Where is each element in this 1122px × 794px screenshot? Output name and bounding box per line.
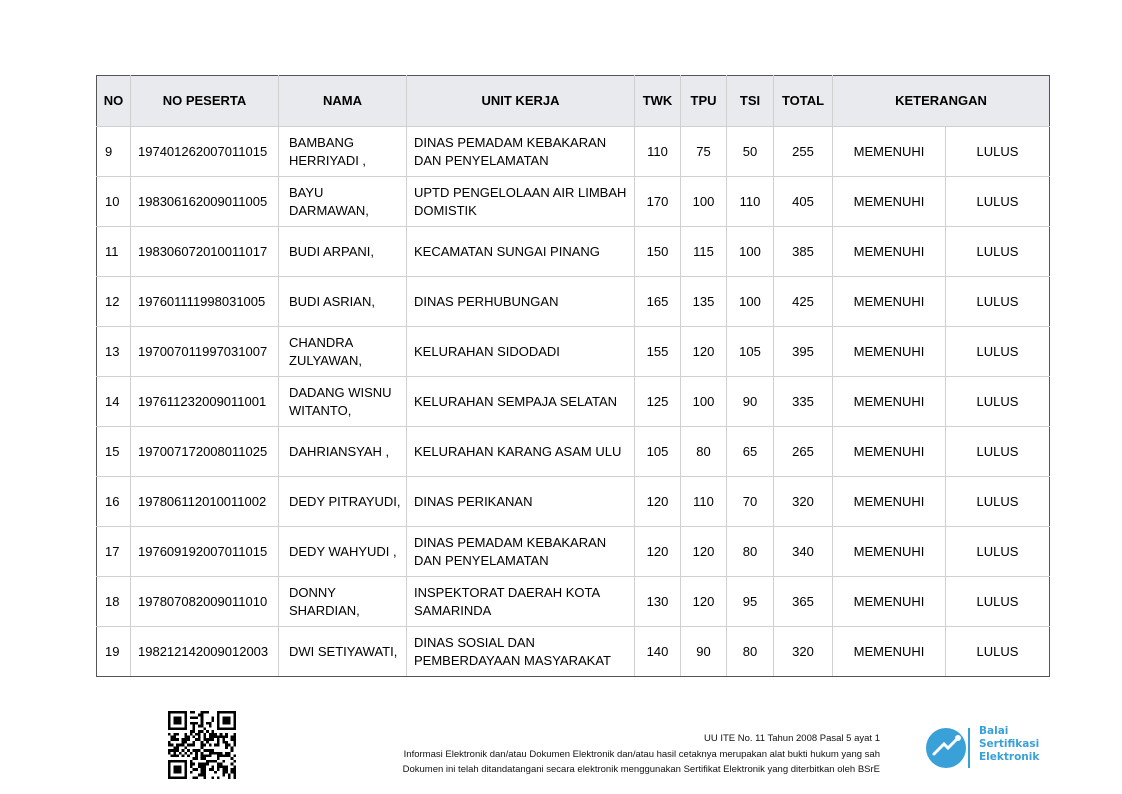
cell-keterangan-result: LULUS [946, 627, 1050, 677]
cell-nama: DEDY PITRAYUDI, [279, 477, 407, 527]
cell-tsi: 80 [727, 527, 774, 577]
cell-total: 320 [774, 477, 833, 527]
cell-total: 255 [774, 127, 833, 177]
cell-total: 385 [774, 227, 833, 277]
logo-line-1: Balai [979, 725, 1009, 737]
cell-unit-kerja: DINAS PERIKANAN [407, 477, 635, 527]
cell-twk: 105 [635, 427, 681, 477]
cell-unit-kerja: DINAS PEMADAM KEBAKARAN DAN PENYELAMATAN [407, 527, 635, 577]
cell-unit-kerja: DINAS SOSIAL DAN PEMBERDAYAAN MASYARAKAT [407, 627, 635, 677]
table-header-row [97, 76, 1050, 127]
header-tpu: TPU [681, 76, 727, 127]
cell-keterangan-result: LULUS [946, 427, 1050, 477]
cell-unit-kerja: DINAS PERHUBUNGAN [407, 277, 635, 327]
table-row [97, 377, 1050, 427]
bsre-logo-icon [924, 724, 972, 772]
cell-tpu: 120 [681, 527, 727, 577]
cell-no-peserta: 198306162009011005 [131, 177, 279, 227]
cell-unit-kerja: KELURAHAN KARANG ASAM ULU [407, 427, 635, 477]
cell-nama: BAMBANG HERRIYADI , [279, 127, 407, 177]
cell-twk: 155 [635, 327, 681, 377]
cell-tsi: 80 [727, 627, 774, 677]
results-table [96, 75, 1050, 677]
cell-no: 9 [97, 127, 131, 177]
cell-tsi: 100 [727, 277, 774, 327]
cell-twk: 165 [635, 277, 681, 327]
cell-no-peserta: 197611232009011001 [131, 377, 279, 427]
cell-no: 12 [97, 277, 131, 327]
cell-tsi: 110 [727, 177, 774, 227]
cell-keterangan-status: MEMENUHI [833, 577, 946, 627]
cell-tpu: 90 [681, 627, 727, 677]
bsre-logo [924, 724, 1054, 772]
cell-nama: BUDI ARPANI, [279, 227, 407, 277]
cell-no-peserta: 197007172008011025 [131, 427, 279, 477]
cell-no-peserta: 197807082009011010 [131, 577, 279, 627]
cell-nama: DEDY WAHYUDI , [279, 527, 407, 577]
cell-keterangan-result: LULUS [946, 127, 1050, 177]
cell-no: 13 [97, 327, 131, 377]
cell-no-peserta: 197007011997031007 [131, 327, 279, 377]
header-unit-kerja: UNIT KERJA [407, 76, 635, 127]
cell-no: 17 [97, 527, 131, 577]
cell-total: 365 [774, 577, 833, 627]
cell-no: 10 [97, 177, 131, 227]
cell-twk: 125 [635, 377, 681, 427]
table-row [97, 627, 1050, 677]
footer-line-2: Informasi Elektronik dan/atau Dokumen Elektronik dan/atau hasil cetaknya merupakan alat bukti hukum yang sah [403, 748, 880, 760]
cell-no-peserta: 197609192007011015 [131, 527, 279, 577]
cell-total: 425 [774, 277, 833, 327]
cell-keterangan-status: MEMENUHI [833, 277, 946, 327]
cell-tpu: 110 [681, 477, 727, 527]
cell-no: 11 [97, 227, 131, 277]
header-no: NO [97, 76, 131, 127]
header-nama: NAMA [279, 76, 407, 127]
cell-total: 335 [774, 377, 833, 427]
cell-twk: 110 [635, 127, 681, 177]
cell-no-peserta: 197806112010011002 [131, 477, 279, 527]
cell-tpu: 100 [681, 377, 727, 427]
cell-twk: 140 [635, 627, 681, 677]
cell-keterangan-status: MEMENUHI [833, 177, 946, 227]
cell-keterangan-result: LULUS [946, 227, 1050, 277]
cell-unit-kerja: INSPEKTORAT DAERAH KOTA SAMARINDA [407, 577, 635, 627]
cell-twk: 130 [635, 577, 681, 627]
cell-twk: 120 [635, 477, 681, 527]
cell-tpu: 120 [681, 577, 727, 627]
cell-twk: 150 [635, 227, 681, 277]
cell-no-peserta: 197401262007011015 [131, 127, 279, 177]
table-row [97, 277, 1050, 327]
table-row [97, 577, 1050, 627]
table-row [97, 477, 1050, 527]
bsre-logo-text [979, 725, 1039, 764]
cell-tsi: 90 [727, 377, 774, 427]
header-total: TOTAL [774, 76, 833, 127]
cell-keterangan-status: MEMENUHI [833, 527, 946, 577]
cell-no: 18 [97, 577, 131, 627]
cell-keterangan-status: MEMENUHI [833, 327, 946, 377]
logo-line-2: Sertifikasi [979, 738, 1040, 750]
table-row [97, 327, 1050, 377]
cell-no: 14 [97, 377, 131, 427]
cell-tpu: 75 [681, 127, 727, 177]
cell-no: 19 [97, 627, 131, 677]
cell-unit-kerja: KECAMATAN SUNGAI PINANG [407, 227, 635, 277]
cell-no-peserta: 197601111998031005 [131, 277, 279, 327]
cell-total: 265 [774, 427, 833, 477]
cell-total: 395 [774, 327, 833, 377]
cell-keterangan-status: MEMENUHI [833, 427, 946, 477]
cell-keterangan-status: MEMENUHI [833, 227, 946, 277]
cell-total: 340 [774, 527, 833, 577]
logo-line-3: Elektronik [979, 751, 1040, 763]
header-tsi: TSI [727, 76, 774, 127]
cell-unit-kerja: DINAS PEMADAM KEBAKARAN DAN PENYELAMATAN [407, 127, 635, 177]
header-no-peserta: NO PESERTA [131, 76, 279, 127]
cell-unit-kerja: UPTD PENGELOLAAN AIR LIMBAH DOMISTIK [407, 177, 635, 227]
cell-tpu: 115 [681, 227, 727, 277]
table-row [97, 177, 1050, 227]
footer-line-1: UU ITE No. 11 Tahun 2008 Pasal 5 ayat 1 [703, 733, 880, 744]
table-row [97, 527, 1050, 577]
table-row [97, 427, 1050, 477]
cell-keterangan-status: MEMENUHI [833, 127, 946, 177]
cell-nama: BUDI ASRIAN, [279, 277, 407, 327]
cell-twk: 120 [635, 527, 681, 577]
cell-tsi: 65 [727, 427, 774, 477]
cell-keterangan-result: LULUS [946, 577, 1050, 627]
cell-tpu: 80 [681, 427, 727, 477]
cell-no-peserta: 198306072010011017 [131, 227, 279, 277]
cell-tpu: 135 [681, 277, 727, 327]
cell-nama: DADANG WISNU WITANTO, [279, 377, 407, 427]
cell-unit-kerja: KELURAHAN SIDODADI [407, 327, 635, 377]
table-body [97, 127, 1050, 677]
cell-no-peserta: 198212142009012003 [131, 627, 279, 677]
cell-keterangan-result: LULUS [946, 277, 1050, 327]
cell-unit-kerja: KELURAHAN SEMPAJA SELATAN [407, 377, 635, 427]
footer-legal-text [403, 731, 880, 778]
cell-tsi: 100 [727, 227, 774, 277]
qr-code-icon [168, 711, 236, 779]
cell-keterangan-result: LULUS [946, 527, 1050, 577]
header-keterangan: KETERANGAN [833, 76, 1050, 127]
cell-keterangan-status: MEMENUHI [833, 477, 946, 527]
cell-nama: DAHRIANSYAH , [279, 427, 407, 477]
cell-tsi: 105 [727, 327, 774, 377]
cell-nama: DONNY SHARDIAN, [279, 577, 407, 627]
cell-keterangan-result: LULUS [946, 177, 1050, 227]
cell-tpu: 100 [681, 177, 727, 227]
cell-nama: BAYU DARMAWAN, [279, 177, 407, 227]
footer-line-3: Dokumen ini telah ditandatangani secara elektronik menggunakan Sertifikat Elektronik yang diterbitkan oleh BSrE [402, 764, 880, 775]
cell-tsi: 70 [727, 477, 774, 527]
cell-tsi: 50 [727, 127, 774, 177]
header-twk: TWK [635, 76, 681, 127]
cell-keterangan-result: LULUS [946, 327, 1050, 377]
cell-tsi: 95 [727, 577, 774, 627]
table-row [97, 227, 1050, 277]
cell-total: 320 [774, 627, 833, 677]
cell-nama: CHANDRA ZULYAWAN, [279, 327, 407, 377]
cell-nama: DWI SETIYAWATI, [279, 627, 407, 677]
cell-tpu: 120 [681, 327, 727, 377]
table-row [97, 127, 1050, 177]
cell-keterangan-status: MEMENUHI [833, 377, 946, 427]
cell-no: 15 [97, 427, 131, 477]
cell-total: 405 [774, 177, 833, 227]
cell-keterangan-result: LULUS [946, 377, 1050, 427]
cell-no: 16 [97, 477, 131, 527]
cell-twk: 170 [635, 177, 681, 227]
cell-keterangan-result: LULUS [946, 477, 1050, 527]
cell-keterangan-status: MEMENUHI [833, 627, 946, 677]
